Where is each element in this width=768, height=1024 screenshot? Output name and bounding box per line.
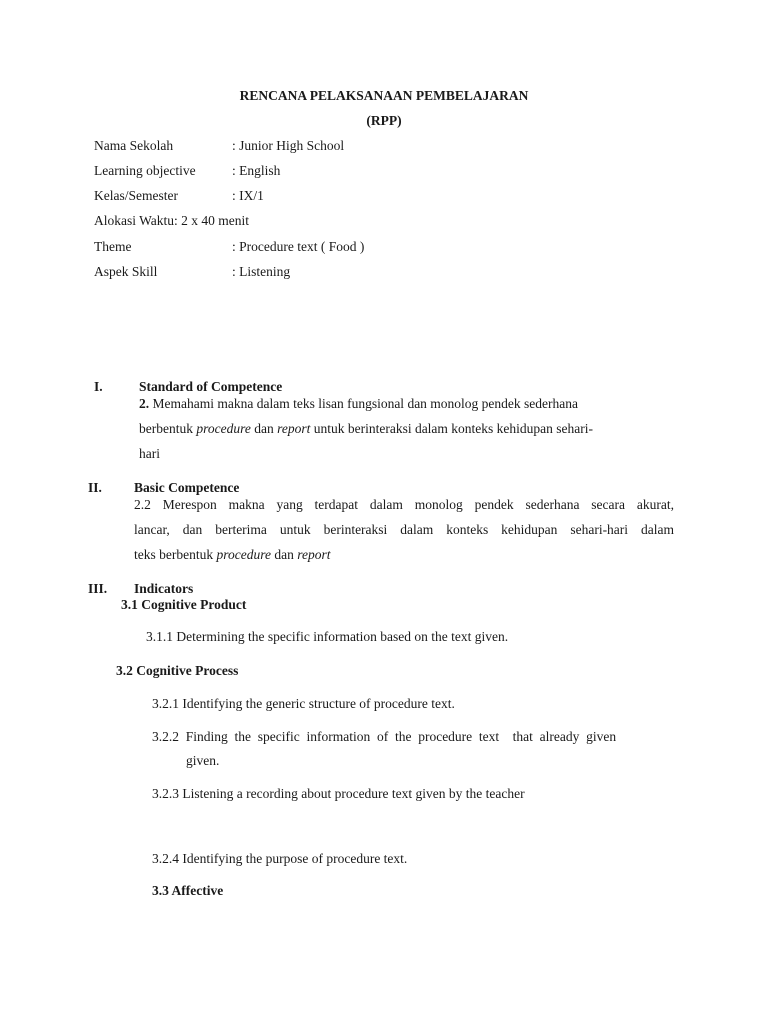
school-label: Nama Sekolah (94, 138, 174, 153)
section-1-procedure-term: procedure (196, 421, 251, 436)
indicator-3-2-3: 3.2.3 Listening a recording about procedure text given by the teacher (152, 786, 525, 801)
section-1-line-2 (139, 421, 593, 437)
objective-value: : English (232, 163, 281, 178)
class-label: Kelas/Semester (94, 188, 178, 203)
document-subtitle: (RPP) (366, 113, 402, 128)
indicator-3-2-2-line-1: 3.2.2 Finding the specific information of the procedure text that already given (152, 729, 617, 744)
theme-value: : Procedure text ( Food ) (232, 239, 365, 254)
class-value: : IX/1 (232, 188, 264, 203)
section-1-line-2-e: untuk berinteraksi dalam konteks kehidupan sehari- (310, 421, 594, 436)
section-2-title: Basic Competence (134, 480, 240, 495)
indicator-3-1-1: 3.1.1 Determining the specific information based on the text given. (146, 629, 509, 644)
section-3-number: III. (88, 581, 108, 596)
affective-heading: 3.3 Affective (152, 883, 224, 898)
section-1-report-term: report (277, 421, 311, 436)
school-value: : Junior High School (232, 138, 345, 153)
section-1-line-2-a: berbentuk (139, 421, 197, 436)
cognitive-product-heading: 3.1 Cognitive Product (121, 597, 247, 612)
skill-value: : Listening (232, 264, 291, 279)
section-1-line-1-text: Memahami makna dalam teks lisan fungsional dan monolog pendek sederhana (149, 396, 579, 411)
time-allocation: Alokasi Waktu: 2 x 40 menit (94, 213, 250, 228)
section-2-line-3-c: dan (270, 547, 298, 562)
section-2-number: II. (88, 480, 102, 495)
section-2-line-3 (134, 547, 330, 563)
indicator-3-2-4: 3.2.4 Identifying the purpose of procedure text. (152, 851, 408, 866)
section-1-line-2-c: dan (250, 421, 278, 436)
section-2-line-3-a: teks berbentuk (134, 547, 217, 562)
indicator-3-2-1: 3.2.1 Identifying the generic structure of procedure text. (152, 696, 455, 711)
section-1-title: Standard of Competence (139, 379, 283, 394)
section-3-title: Indicators (134, 581, 194, 596)
section-1-item-number: 2. (139, 396, 150, 411)
section-1-line-1 (139, 396, 578, 412)
objective-label: Learning objective (94, 163, 196, 178)
section-2-report-term: report (297, 547, 331, 562)
skill-label: Aspek Skill (94, 264, 158, 279)
indicator-3-2-2-line-2: given. (186, 753, 220, 768)
cognitive-process-heading: 3.2 Cognitive Process (116, 663, 239, 678)
section-1-number: I. (94, 379, 103, 394)
section-2-line-1: 2.2 Merespon makna yang terdapat dalam monolog pendek sederhana secara akurat, (134, 497, 674, 512)
section-2-procedure-term: procedure (216, 547, 271, 562)
document-title: RENCANA PELAKSANAAN PEMBELAJARAN (239, 88, 529, 103)
theme-label: Theme (94, 239, 132, 254)
section-1-line-3: hari (139, 446, 160, 461)
section-2-line-2: lancar, dan berterima untuk berinteraksi dalam konteks kehidupan sehari-hari dalam (134, 522, 674, 537)
